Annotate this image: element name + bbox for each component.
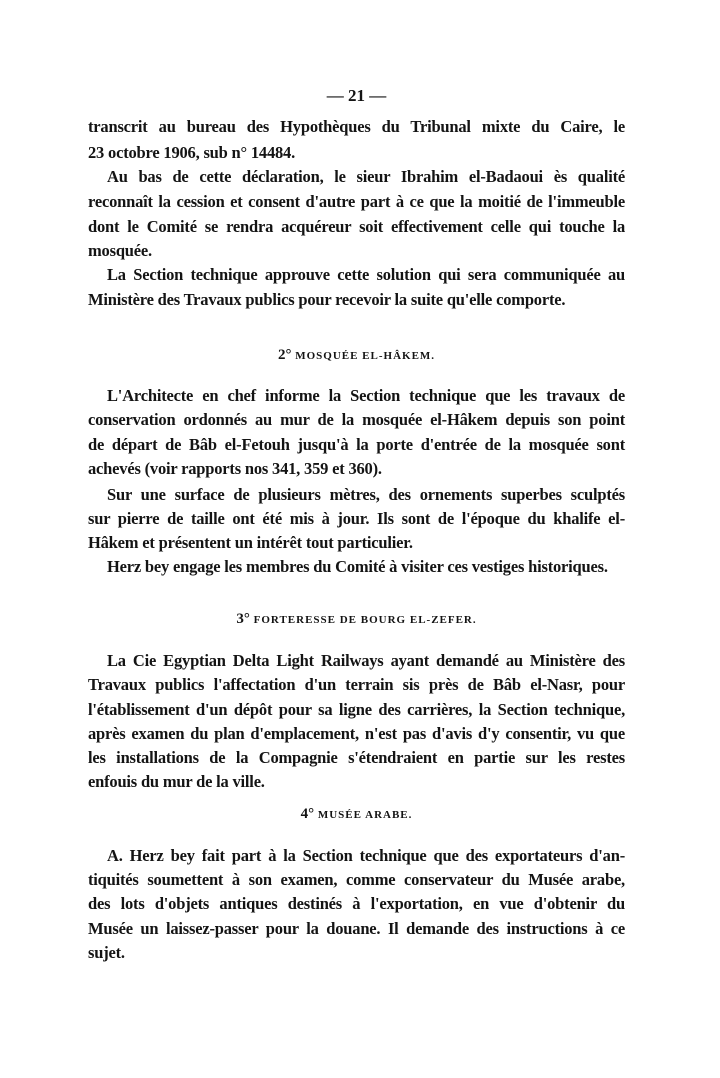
text-line: L'Architecte en chef informe la Section technique que les travaux de: [107, 386, 625, 405]
text-line: A. Herz bey fait part à la Section technique que des exportateurs d'an-: [107, 846, 625, 865]
section-number: 2°: [277, 347, 292, 363]
section-title: MOSQUÉE EL-HÂKEM.: [295, 350, 436, 362]
text-line: après examen du plan d'emplacement, n'est pas d'avis d'y consentir, vu que: [88, 724, 625, 743]
text-line: reconnaît la cession et consent d'autre part à ce que la moitié de l'immeuble: [88, 192, 625, 211]
section-title: FORTERESSE DE BOURG EL-ZEFER.: [253, 614, 477, 626]
text-line: conservation ordonnés au mur de la mosquée el-Hâkem depuis son point: [88, 410, 625, 429]
page-number: — 21 —: [326, 86, 387, 105]
text-line: enfouis du mur de la ville.: [88, 772, 265, 791]
text-line: les installations de la Compagnie s'étendraient en partie sur les restes: [88, 748, 625, 767]
section-number: 3°: [236, 611, 250, 627]
text-line: sujet.: [88, 943, 125, 962]
section-heading: [88, 609, 625, 629]
text-line: La Section technique approuve cette solution qui sera communiquée au: [107, 265, 625, 284]
text-line: Musée un laissez-passer pour la douane. Il demande des instructions à ce: [88, 919, 625, 938]
text-line: tiquités soumettent à son examen, comme conservateur du Musée arabe,: [88, 870, 625, 889]
text-line: mosquée.: [88, 241, 152, 260]
text-line: Ministère des Travaux publics pour recevoir la suite qu'elle comporte.: [88, 290, 566, 309]
text-line: l'établissement d'un dépôt pour sa ligne des carrières, la Section technique,: [88, 700, 625, 719]
section-heading: [88, 345, 625, 365]
text-line: Travaux publics l'affectation d'un terrain sis près de Bâb el-Nasr, pour: [88, 675, 625, 694]
text-line: 23 octobre 1906, sub n° 14484.: [88, 143, 296, 162]
text-line: sur pierre de taille ont été mis à jour. Ils sont de l'époque du khalife el-: [88, 509, 625, 528]
text-line: Herz bey engage les membres du Comité à visiter ces vestiges historiques.: [107, 557, 608, 576]
text-line: des lots d'objets antiques destinés à l'exportation, en vue d'obtenir du: [88, 894, 625, 913]
section-heading: [88, 804, 625, 824]
text-line: dont le Comité se rendra acquéreur soit effectivement celle qui touche la: [88, 217, 625, 236]
text-line: Au bas de cette déclaration, le sieur Ibrahim el-Badaoui ès qualité: [107, 167, 625, 186]
section-number: 4°: [300, 806, 315, 822]
text-line: de départ de Bâb el-Fetouh jusqu'à la porte d'entrée de la mosquée sont: [88, 435, 625, 454]
text-line: achevés (voir rapports nos 341, 359 et 360).: [88, 459, 382, 478]
text-line: La Cie Egyptian Delta Light Railways ayant demandé au Ministère des: [107, 651, 625, 670]
text-line: transcrit au bureau des Hypothèques du Tribunal mixte du Caire, le: [88, 117, 625, 136]
text-line: Sur une surface de plusieurs mètres, des ornements superbes sculptés: [107, 485, 625, 504]
section-title: MUSÉE ARABE.: [317, 809, 413, 821]
text-line: Hâkem et présentent un intérêt tout particulier.: [88, 533, 413, 552]
